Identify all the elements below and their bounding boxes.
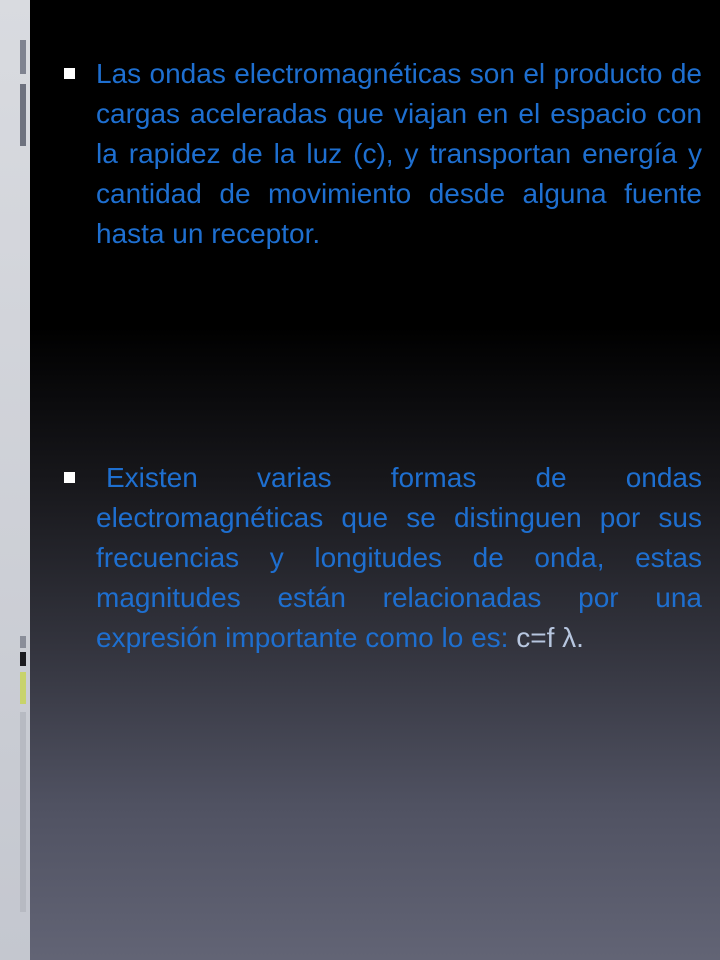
left-accent-bar [20, 636, 26, 648]
left-accent-bar [20, 84, 26, 146]
left-decorative-strip [0, 0, 30, 960]
formula-text: c=f λ. [516, 622, 584, 653]
left-accent-bar [20, 712, 26, 912]
left-accent-bar [20, 652, 26, 666]
left-accent-bar [20, 40, 26, 74]
bullet-text: Las ondas electromagnéticas son el producto de cargas aceleradas que viajan en el espacio con la rapidez de la luz (c), y transportan energía y cantidad de movimiento desde alguna fuente hasta un receptor. [96, 58, 702, 249]
square-bullet-icon [64, 68, 75, 79]
bullet-text-body: Existen varias formas de ondas electromagnéticas que se distinguen por sus frecuencias y longitudes de onda, estas magnitudes están relacionadas por una expresión importante como lo es: [96, 462, 702, 653]
slide-content [30, 0, 720, 960]
square-bullet-icon [64, 472, 75, 483]
bullet-text [96, 458, 702, 658]
left-accent-bar [20, 672, 26, 704]
